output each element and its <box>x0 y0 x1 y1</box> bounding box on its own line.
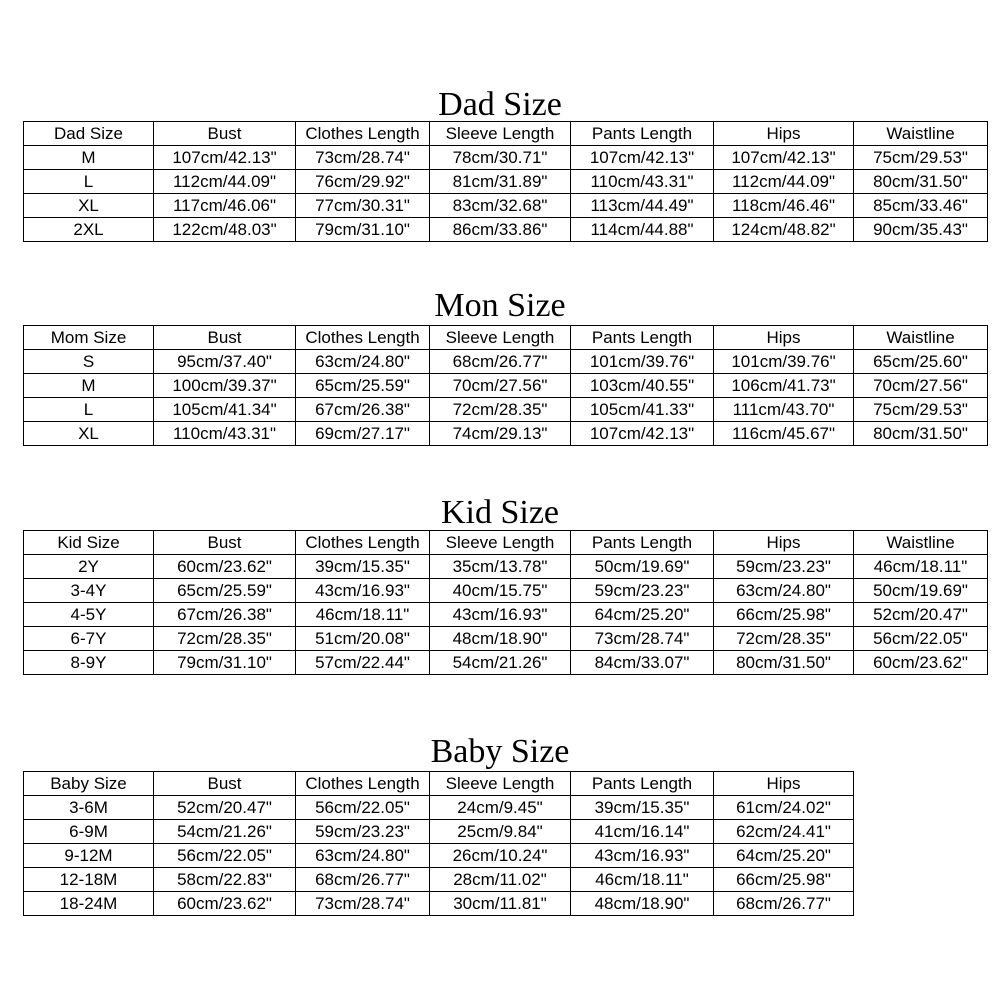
table-cell: 48cm/18.90" <box>571 892 714 916</box>
table-cell: 46cm/18.11" <box>296 603 430 627</box>
table-cell: 46cm/18.11" <box>854 555 988 579</box>
table-cell: 40cm/15.75" <box>430 579 571 603</box>
table-cell: 48cm/18.90" <box>430 627 571 651</box>
table-row <box>24 796 854 820</box>
table-cell: 122cm/48.03" <box>154 218 296 242</box>
table-row <box>24 820 854 844</box>
table-cell: 81cm/31.89" <box>430 170 571 194</box>
table-cell: 50cm/19.69" <box>854 579 988 603</box>
table-cell: 124cm/48.82" <box>714 218 854 242</box>
table-cell: 60cm/23.62" <box>154 555 296 579</box>
table-cell: L <box>24 170 154 194</box>
table-cell: 70cm/27.56" <box>430 374 571 398</box>
table-cell: 64cm/25.20" <box>714 844 854 868</box>
table-cell: 90cm/35.43" <box>854 218 988 242</box>
table-cell: M <box>24 374 154 398</box>
table-cell: 67cm/26.38" <box>296 398 430 422</box>
table-cell: 75cm/29.53" <box>854 398 988 422</box>
table-row <box>24 422 988 446</box>
table-cell: S <box>24 350 154 374</box>
table-cell: 73cm/28.74" <box>571 627 714 651</box>
table-header-row <box>24 772 854 796</box>
table-cell: 110cm/43.31" <box>154 422 296 446</box>
table-cell: 75cm/29.53" <box>854 146 988 170</box>
table-cell: 30cm/11.81" <box>430 892 571 916</box>
table-cell: 79cm/31.10" <box>154 651 296 675</box>
header-cell: Waistline <box>854 531 988 555</box>
table-cell: 73cm/28.74" <box>296 892 430 916</box>
header-cell: Hips <box>714 531 854 555</box>
header-cell: Baby Size <box>24 772 154 796</box>
table-cell: 63cm/24.80" <box>296 350 430 374</box>
table-cell: 114cm/44.88" <box>571 218 714 242</box>
header-cell: Dad Size <box>24 122 154 146</box>
table-row <box>24 170 988 194</box>
table-cell: 84cm/33.07" <box>571 651 714 675</box>
kid-size-title: Kid Size <box>440 494 560 531</box>
table-row <box>24 627 988 651</box>
table-cell: 60cm/23.62" <box>854 651 988 675</box>
table-row <box>24 651 988 675</box>
dad-size-table <box>23 121 988 242</box>
table-cell: 113cm/44.49" <box>571 194 714 218</box>
baby-size-table <box>23 771 854 916</box>
table-row <box>24 146 988 170</box>
table-cell: 52cm/20.47" <box>854 603 988 627</box>
table-cell: 54cm/21.26" <box>430 651 571 675</box>
table-cell: 26cm/10.24" <box>430 844 571 868</box>
table-cell: 86cm/33.86" <box>430 218 571 242</box>
header-cell: Bust <box>154 122 296 146</box>
table-cell: 63cm/24.80" <box>296 844 430 868</box>
table-row <box>24 398 988 422</box>
table-row <box>24 555 988 579</box>
table-cell: 95cm/37.40" <box>154 350 296 374</box>
table-cell: 100cm/39.37" <box>154 374 296 398</box>
table-cell: 46cm/18.11" <box>571 868 714 892</box>
table-cell: 101cm/39.76" <box>714 350 854 374</box>
table-cell: 50cm/19.69" <box>571 555 714 579</box>
table-row <box>24 603 988 627</box>
table-row <box>24 350 988 374</box>
header-cell: Mom Size <box>24 326 154 350</box>
table-cell: M <box>24 146 154 170</box>
header-cell: Pants Length <box>571 531 714 555</box>
header-cell: Bust <box>154 531 296 555</box>
table-header-row <box>24 326 988 350</box>
header-cell: Pants Length <box>571 122 714 146</box>
table-cell: 66cm/25.98" <box>714 868 854 892</box>
table-cell: 59cm/23.23" <box>714 555 854 579</box>
table-cell: 69cm/27.17" <box>296 422 430 446</box>
table-cell: 107cm/42.13" <box>571 422 714 446</box>
table-cell: 25cm/9.84" <box>430 820 571 844</box>
table-cell: 43cm/16.93" <box>571 844 714 868</box>
table-cell: 105cm/41.33" <box>571 398 714 422</box>
header-cell: Sleeve Length <box>430 531 571 555</box>
table-cell: 43cm/16.93" <box>430 603 571 627</box>
table-cell: 18-24M <box>24 892 154 916</box>
table-cell: 118cm/46.46" <box>714 194 854 218</box>
table-cell: 8-9Y <box>24 651 154 675</box>
table-cell: 79cm/31.10" <box>296 218 430 242</box>
table-cell: 65cm/25.59" <box>154 579 296 603</box>
table-cell: 57cm/22.44" <box>296 651 430 675</box>
mom-size-title: Mon Size <box>434 287 566 324</box>
table-cell: 85cm/33.46" <box>854 194 988 218</box>
kid-size-table <box>23 530 988 675</box>
table-cell: 24cm/9.45" <box>430 796 571 820</box>
table-cell: 72cm/28.35" <box>714 627 854 651</box>
table-cell: 3-4Y <box>24 579 154 603</box>
header-cell: Clothes Length <box>296 772 430 796</box>
table-cell: 6-9M <box>24 820 154 844</box>
table-header-row <box>24 531 988 555</box>
table-header-row <box>24 122 988 146</box>
header-cell: Waistline <box>854 122 988 146</box>
table-cell: 62cm/24.41" <box>714 820 854 844</box>
table-cell: 39cm/15.35" <box>571 796 714 820</box>
table-row <box>24 374 988 398</box>
table-cell: 74cm/29.13" <box>430 422 571 446</box>
header-cell: Hips <box>714 122 854 146</box>
header-cell: Kid Size <box>24 531 154 555</box>
table-cell: 107cm/42.13" <box>571 146 714 170</box>
table-row <box>24 844 854 868</box>
table-cell: 41cm/16.14" <box>571 820 714 844</box>
table-cell: XL <box>24 194 154 218</box>
table-cell: 107cm/42.13" <box>714 146 854 170</box>
table-cell: 9-12M <box>24 844 154 868</box>
table-cell: 68cm/26.77" <box>430 350 571 374</box>
table-cell: 111cm/43.70" <box>714 398 854 422</box>
table-cell: 68cm/26.77" <box>296 868 430 892</box>
header-cell: Pants Length <box>571 326 714 350</box>
table-cell: 54cm/21.26" <box>154 820 296 844</box>
table-cell: XL <box>24 422 154 446</box>
header-cell: Clothes Length <box>296 326 430 350</box>
table-cell: 112cm/44.09" <box>154 170 296 194</box>
table-cell: 60cm/23.62" <box>154 892 296 916</box>
table-cell: 28cm/11.02" <box>430 868 571 892</box>
table-cell: 116cm/45.67" <box>714 422 854 446</box>
table-cell: 101cm/39.76" <box>571 350 714 374</box>
table-cell: 43cm/16.93" <box>296 579 430 603</box>
table-cell: L <box>24 398 154 422</box>
table-cell: 110cm/43.31" <box>571 170 714 194</box>
table-row <box>24 868 854 892</box>
table-cell: 63cm/24.80" <box>714 579 854 603</box>
table-row <box>24 579 988 603</box>
table-cell: 65cm/25.59" <box>296 374 430 398</box>
table-cell: 56cm/22.05" <box>154 844 296 868</box>
table-row <box>24 218 988 242</box>
table-cell: 66cm/25.98" <box>714 603 854 627</box>
table-cell: 112cm/44.09" <box>714 170 854 194</box>
table-cell: 83cm/32.68" <box>430 194 571 218</box>
table-cell: 6-7Y <box>24 627 154 651</box>
table-cell: 77cm/30.31" <box>296 194 430 218</box>
table-cell: 64cm/25.20" <box>571 603 714 627</box>
table-cell: 105cm/41.34" <box>154 398 296 422</box>
table-cell: 4-5Y <box>24 603 154 627</box>
table-cell: 68cm/26.77" <box>714 892 854 916</box>
table-cell: 76cm/29.92" <box>296 170 430 194</box>
table-cell: 80cm/31.50" <box>854 422 988 446</box>
header-cell: Sleeve Length <box>430 772 571 796</box>
table-row <box>24 892 854 916</box>
table-cell: 52cm/20.47" <box>154 796 296 820</box>
header-cell: Bust <box>154 326 296 350</box>
table-cell: 78cm/30.71" <box>430 146 571 170</box>
table-cell: 35cm/13.78" <box>430 555 571 579</box>
table-cell: 59cm/23.23" <box>571 579 714 603</box>
mom-size-table <box>23 325 988 446</box>
table-cell: 59cm/23.23" <box>296 820 430 844</box>
header-cell: Hips <box>714 772 854 796</box>
header-cell: Waistline <box>854 326 988 350</box>
table-cell: 65cm/25.60" <box>854 350 988 374</box>
table-cell: 56cm/22.05" <box>854 627 988 651</box>
table-cell: 2Y <box>24 555 154 579</box>
table-cell: 117cm/46.06" <box>154 194 296 218</box>
table-cell: 72cm/28.35" <box>154 627 296 651</box>
header-cell: Pants Length <box>571 772 714 796</box>
header-cell: Clothes Length <box>296 531 430 555</box>
dad-size-title: Dad Size <box>438 86 562 123</box>
table-cell: 107cm/42.13" <box>154 146 296 170</box>
table-cell: 51cm/20.08" <box>296 627 430 651</box>
header-cell: Hips <box>714 326 854 350</box>
header-cell: Bust <box>154 772 296 796</box>
table-cell: 106cm/41.73" <box>714 374 854 398</box>
table-cell: 80cm/31.50" <box>714 651 854 675</box>
table-cell: 72cm/28.35" <box>430 398 571 422</box>
table-cell: 39cm/15.35" <box>296 555 430 579</box>
table-cell: 12-18M <box>24 868 154 892</box>
table-row <box>24 194 988 218</box>
table-cell: 80cm/31.50" <box>854 170 988 194</box>
table-cell: 3-6M <box>24 796 154 820</box>
table-cell: 61cm/24.02" <box>714 796 854 820</box>
table-cell: 70cm/27.56" <box>854 374 988 398</box>
table-cell: 67cm/26.38" <box>154 603 296 627</box>
header-cell: Sleeve Length <box>430 122 571 146</box>
table-cell: 73cm/28.74" <box>296 146 430 170</box>
header-cell: Clothes Length <box>296 122 430 146</box>
baby-size-title: Baby Size <box>430 733 570 770</box>
table-cell: 56cm/22.05" <box>296 796 430 820</box>
header-cell: Sleeve Length <box>430 326 571 350</box>
table-cell: 58cm/22.83" <box>154 868 296 892</box>
table-cell: 103cm/40.55" <box>571 374 714 398</box>
table-cell: 2XL <box>24 218 154 242</box>
